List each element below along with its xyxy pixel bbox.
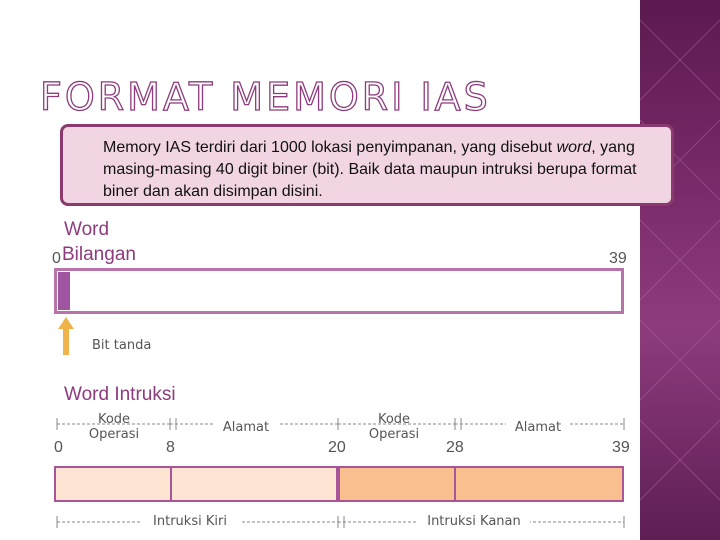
instr-bit-20: 20 — [328, 439, 346, 456]
instr-bit-28: 28 — [446, 439, 464, 456]
right-instruction-divider — [454, 468, 456, 500]
left-instruction-segment — [54, 466, 338, 502]
address-right-label: Alamat — [506, 420, 570, 435]
left-instruction-divider — [170, 468, 172, 500]
right-instruction-segment — [338, 466, 624, 502]
bit-39-label: 39 — [609, 250, 627, 267]
word-bilangan-label-2: Bilangan — [62, 244, 136, 265]
left-instruction-label: Intruksi Kiri — [140, 514, 240, 529]
opcode-right-label: Kode Operasi — [368, 412, 420, 442]
bit-0-label: 0 — [52, 250, 61, 267]
instr-bit-0: 0 — [54, 439, 63, 456]
description-text: Memory IAS terdiri dari 1000 lokasi penyimpanan, yang disebut word, yang masing-masing 40 digit biner (bit). Baik data maupun intruksi berupa format biner dan akan disimpan disini. — [103, 139, 637, 200]
sign-bit-label: Bit tanda — [92, 338, 152, 353]
slide-title-text: FORMAT MEMORI IAS — [40, 75, 491, 119]
instr-bit-39: 39 — [612, 439, 630, 456]
right-instruction-label: Intruksi Kanan — [418, 514, 530, 529]
address-left-label: Alamat — [214, 420, 278, 435]
word-bilangan-label-1: Word — [64, 219, 110, 240]
word-term: word — [556, 139, 592, 156]
opcode-left-label: Kode Operasi — [88, 412, 140, 442]
instr-bit-8: 8 — [166, 439, 175, 456]
word-instruction-label: Word Intruksi — [64, 384, 176, 405]
